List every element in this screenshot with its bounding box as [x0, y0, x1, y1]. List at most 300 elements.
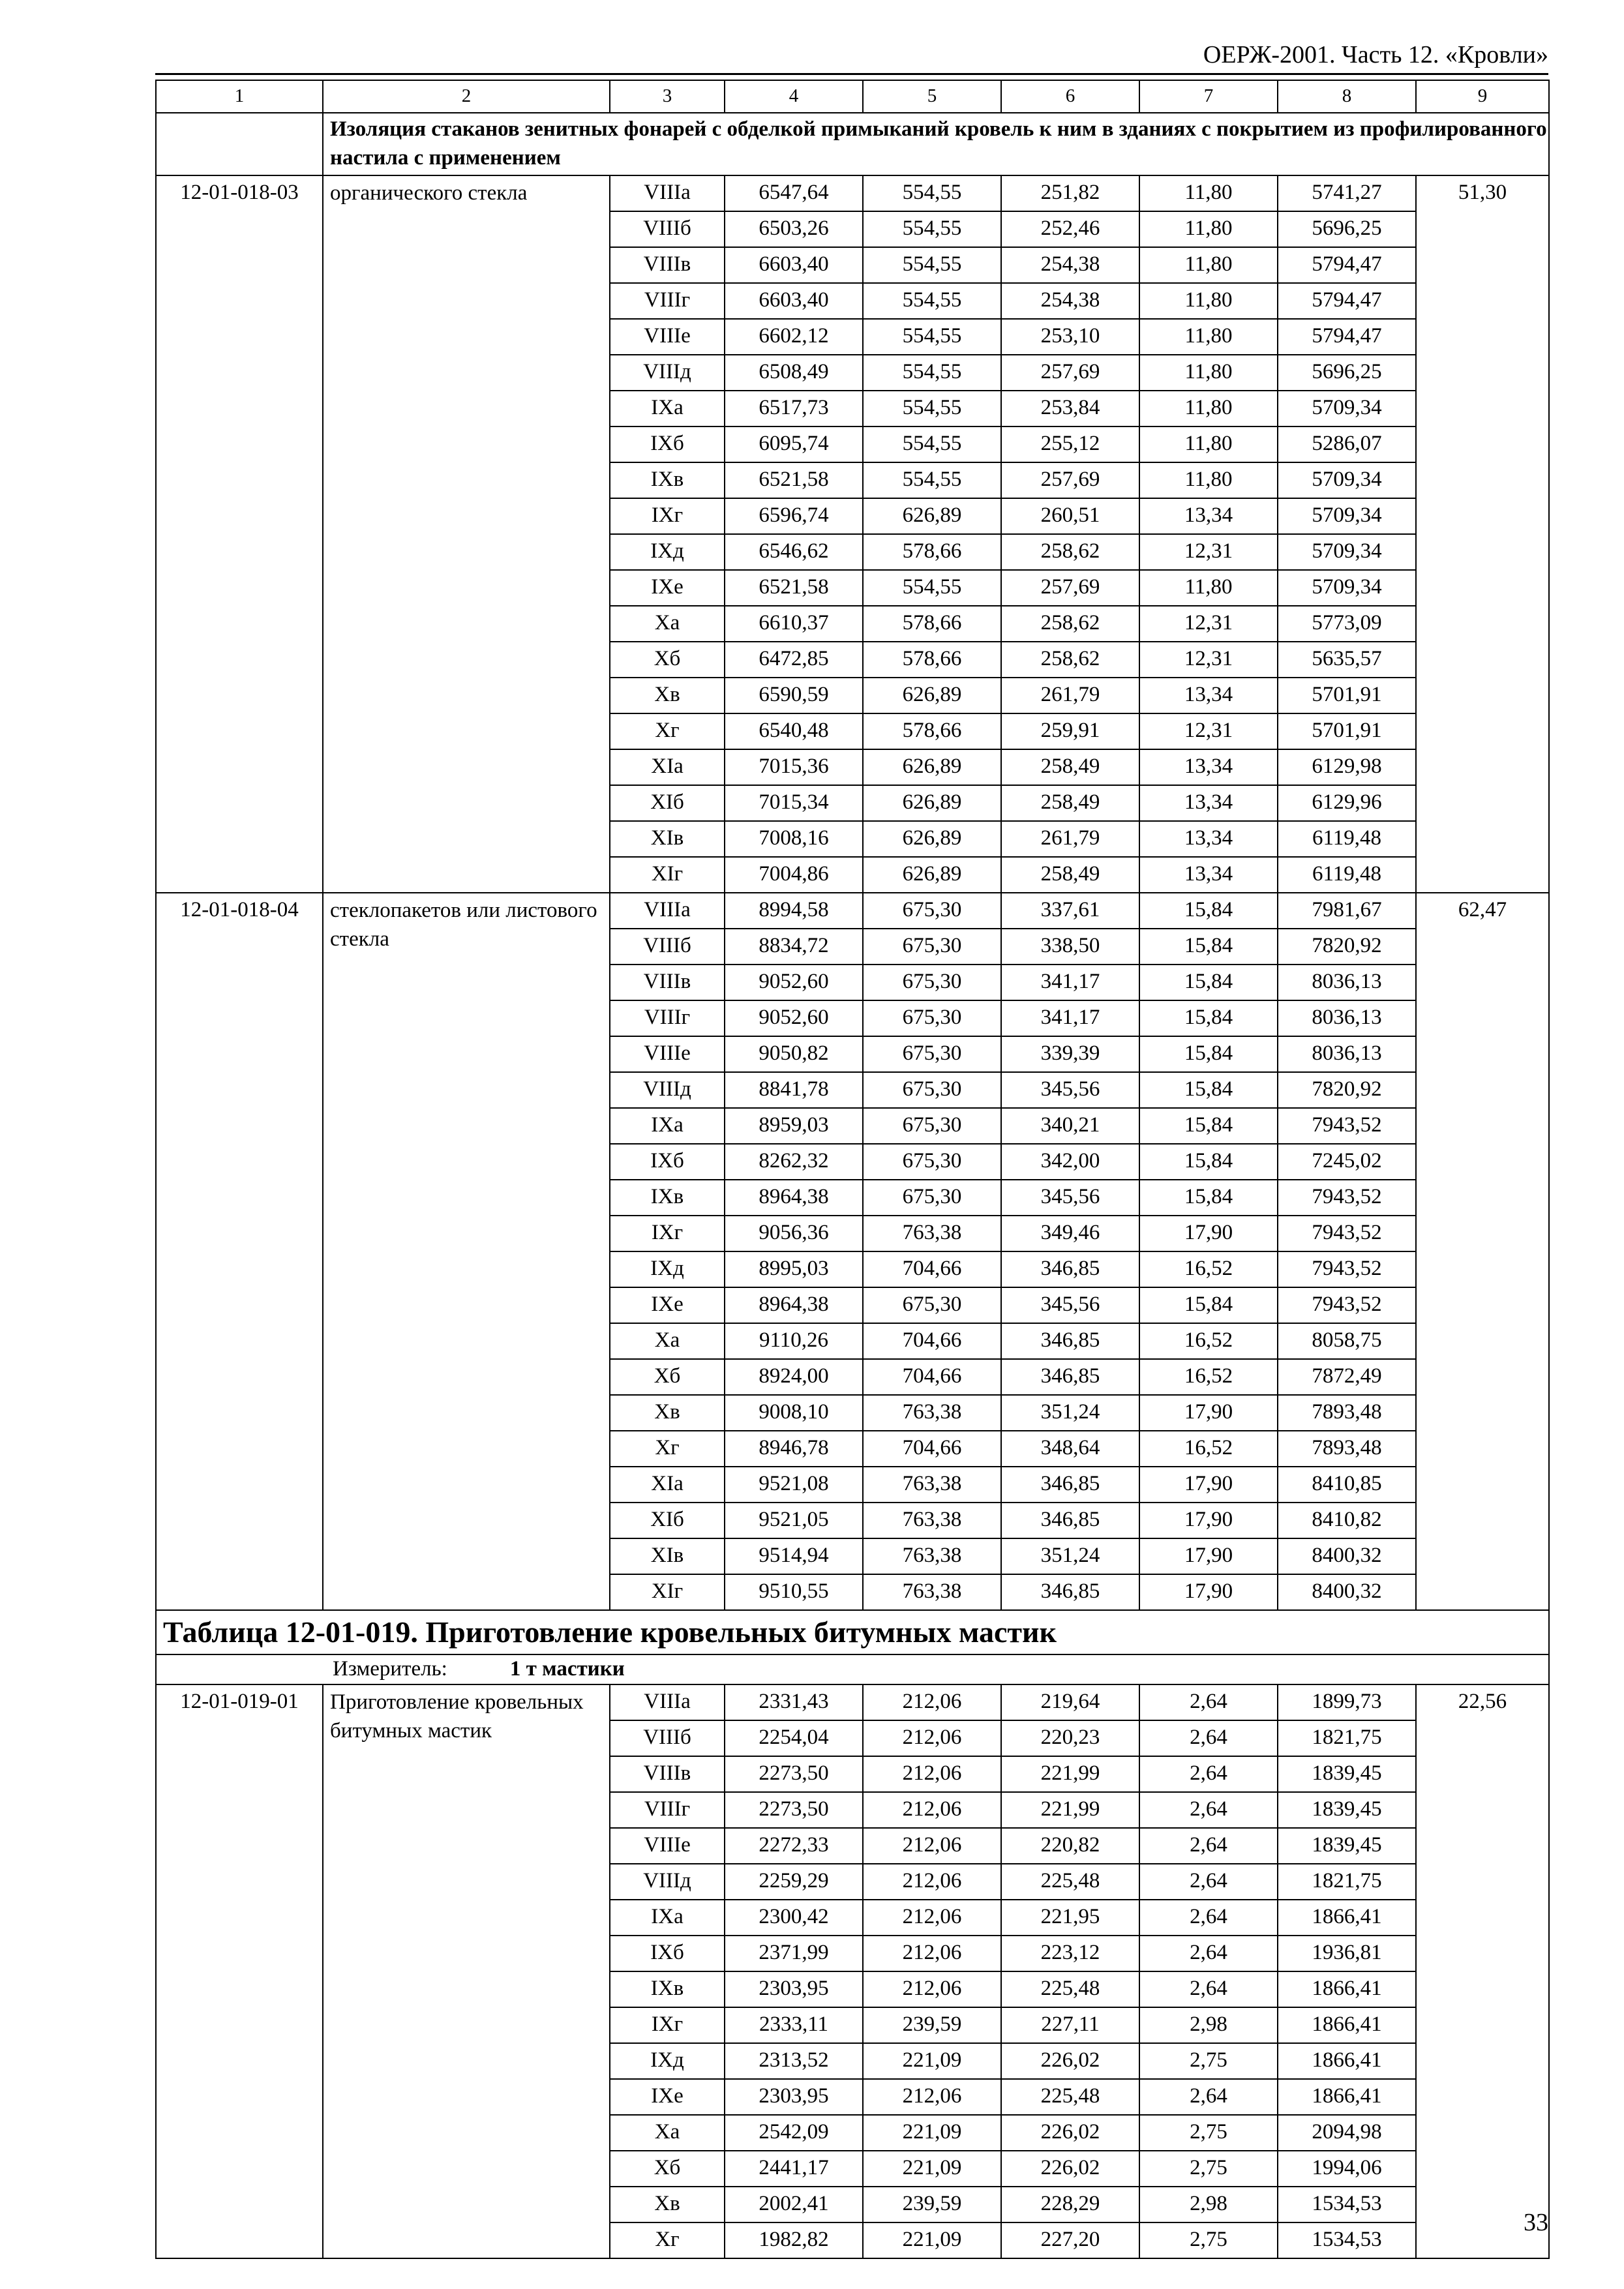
zone-cell: VIIIг — [610, 283, 725, 319]
value-cell: 6540,48 — [725, 713, 863, 749]
column-number: 9 — [1416, 80, 1549, 113]
value-cell: 2273,50 — [725, 1792, 863, 1828]
value-cell: 15,84 — [1139, 1287, 1278, 1323]
value-cell: 5635,57 — [1278, 642, 1416, 678]
value-cell: 342,00 — [1001, 1144, 1139, 1180]
rates-table — [155, 80, 1550, 2259]
work-name: органического стекла — [323, 175, 610, 893]
value-cell: 6602,12 — [725, 319, 863, 355]
zone-cell: Xб — [610, 642, 725, 678]
value-cell: 1866,41 — [1278, 1971, 1416, 2007]
value-cell: 15,84 — [1139, 929, 1278, 965]
value-cell: 13,34 — [1139, 749, 1278, 785]
column-number: 1 — [156, 80, 323, 113]
zone-cell: IXд — [610, 534, 725, 570]
zone-cell: IXг — [610, 2007, 725, 2043]
value-cell: 7943,52 — [1278, 1180, 1416, 1216]
value-cell: 5696,25 — [1278, 211, 1416, 247]
value-cell: 6521,58 — [725, 570, 863, 606]
value-cell: 341,17 — [1001, 965, 1139, 1000]
value-cell: 7004,86 — [725, 857, 863, 893]
value-cell: 8994,58 — [725, 893, 863, 929]
zone-cell: IXб — [610, 1936, 725, 1971]
value-cell: 8964,38 — [725, 1287, 863, 1323]
value-cell: 255,12 — [1001, 426, 1139, 462]
value-cell: 554,55 — [863, 355, 1001, 391]
value-cell: 17,90 — [1139, 1467, 1278, 1503]
table-title-row — [156, 1610, 1549, 1654]
value-cell: 7893,48 — [1278, 1431, 1416, 1467]
value-cell: 1866,41 — [1278, 2079, 1416, 2115]
value-cell: 6129,96 — [1278, 785, 1416, 821]
value-cell: 763,38 — [863, 1216, 1001, 1251]
value-cell: 212,06 — [863, 1792, 1001, 1828]
column-number: 4 — [725, 80, 863, 113]
zone-cell: VIIIг — [610, 1000, 725, 1036]
value-cell: 2,98 — [1139, 2007, 1278, 2043]
value-cell: 17,90 — [1139, 1395, 1278, 1431]
value-cell: 258,49 — [1001, 857, 1139, 893]
value-cell: 252,46 — [1001, 211, 1139, 247]
value-cell: 15,84 — [1139, 1180, 1278, 1216]
rate-code: 12-01-018-04 — [156, 893, 323, 1610]
value-cell: 221,95 — [1001, 1900, 1139, 1936]
work-name: Приготовление кровельных битумных мастик — [323, 1684, 610, 2258]
value-cell: 8400,32 — [1278, 1574, 1416, 1610]
value-cell: 212,06 — [863, 1971, 1001, 2007]
value-cell: 1839,45 — [1278, 1792, 1416, 1828]
value-cell: 254,38 — [1001, 247, 1139, 283]
value-cell: 1866,41 — [1278, 2043, 1416, 2079]
value-cell: 2,75 — [1139, 2115, 1278, 2151]
value-cell: 1839,45 — [1278, 1756, 1416, 1792]
value-cell: 258,62 — [1001, 534, 1139, 570]
zone-cell: IXв — [610, 1971, 725, 2007]
value-cell: 220,23 — [1001, 1720, 1139, 1756]
value-cell: 5709,34 — [1278, 462, 1416, 498]
value-cell: 6610,37 — [725, 606, 863, 642]
value-cell: 16,52 — [1139, 1431, 1278, 1467]
value-cell: 626,89 — [863, 678, 1001, 713]
value-cell: 212,06 — [863, 1828, 1001, 1864]
value-cell: 15,84 — [1139, 965, 1278, 1000]
value-cell: 554,55 — [863, 462, 1001, 498]
value-cell: 261,79 — [1001, 678, 1139, 713]
value-cell: 8841,78 — [725, 1072, 863, 1108]
value-cell: 212,06 — [863, 1900, 1001, 1936]
value-cell: 5696,25 — [1278, 355, 1416, 391]
value-cell: 251,82 — [1001, 175, 1139, 211]
value-cell: 1821,75 — [1278, 1720, 1416, 1756]
value-cell: 346,85 — [1001, 1359, 1139, 1395]
value-cell: 5709,34 — [1278, 534, 1416, 570]
zone-cell: Xб — [610, 2151, 725, 2187]
value-cell: 258,49 — [1001, 785, 1139, 821]
value-cell: 7943,52 — [1278, 1216, 1416, 1251]
value-cell: 11,80 — [1139, 426, 1278, 462]
value-cell: 225,48 — [1001, 1971, 1139, 2007]
value-cell: 9510,55 — [725, 1574, 863, 1610]
value-cell: 8964,38 — [725, 1180, 863, 1216]
value-cell: 17,90 — [1139, 1216, 1278, 1251]
value-cell: 2254,04 — [725, 1720, 863, 1756]
value-cell: 6596,74 — [725, 498, 863, 534]
value-cell: 6603,40 — [725, 283, 863, 319]
value-cell: 7893,48 — [1278, 1395, 1416, 1431]
value-cell: 8924,00 — [725, 1359, 863, 1395]
value-cell: 259,91 — [1001, 713, 1139, 749]
value-cell: 2,64 — [1139, 1684, 1278, 1720]
value-cell: 227,20 — [1001, 2222, 1139, 2258]
labor-cost: 22,56 — [1416, 1684, 1549, 2258]
value-cell: 16,52 — [1139, 1323, 1278, 1359]
table-row — [156, 175, 1549, 211]
value-cell: 2,64 — [1139, 1756, 1278, 1792]
value-cell: 15,84 — [1139, 1000, 1278, 1036]
value-cell: 7820,92 — [1278, 1072, 1416, 1108]
value-cell: 257,69 — [1001, 355, 1139, 391]
value-cell: 9050,82 — [725, 1036, 863, 1072]
value-cell: 554,55 — [863, 283, 1001, 319]
zone-cell: IXа — [610, 1900, 725, 1936]
header-rule — [155, 73, 1548, 75]
value-cell: 260,51 — [1001, 498, 1139, 534]
value-cell: 2,75 — [1139, 2222, 1278, 2258]
measure-value: 1 т мастики — [509, 1657, 625, 1681]
value-cell: 2,75 — [1139, 2043, 1278, 2079]
value-cell: 8834,72 — [725, 929, 863, 965]
value-cell: 8995,03 — [725, 1251, 863, 1287]
section-title-row — [156, 113, 1549, 175]
value-cell: 7981,67 — [1278, 893, 1416, 929]
value-cell: 8262,32 — [725, 1144, 863, 1180]
value-cell: 675,30 — [863, 1000, 1001, 1036]
value-cell: 1534,53 — [1278, 2187, 1416, 2222]
zone-cell: XIв — [610, 821, 725, 857]
value-cell: 2,98 — [1139, 2187, 1278, 2222]
value-cell: 2094,98 — [1278, 2115, 1416, 2151]
zone-cell: XIа — [610, 749, 725, 785]
value-cell: 763,38 — [863, 1395, 1001, 1431]
value-cell: 2273,50 — [725, 1756, 863, 1792]
column-number: 5 — [863, 80, 1001, 113]
value-cell: 9008,10 — [725, 1395, 863, 1431]
value-cell: 346,85 — [1001, 1323, 1139, 1359]
zone-cell: VIIIе — [610, 1036, 725, 1072]
column-number: 3 — [610, 80, 725, 113]
measure-label: Измеритель: — [333, 1657, 447, 1681]
column-number: 8 — [1278, 80, 1416, 113]
value-cell: 6503,26 — [725, 211, 863, 247]
value-cell: 212,06 — [863, 2079, 1001, 2115]
value-cell: 349,46 — [1001, 1216, 1139, 1251]
value-cell: 11,80 — [1139, 462, 1278, 498]
value-cell: 7943,52 — [1278, 1251, 1416, 1287]
value-cell: 626,89 — [863, 498, 1001, 534]
value-cell: 6547,64 — [725, 175, 863, 211]
value-cell: 675,30 — [863, 1287, 1001, 1323]
value-cell: 7015,34 — [725, 785, 863, 821]
value-cell: 1821,75 — [1278, 1864, 1416, 1900]
zone-cell: VIIIв — [610, 965, 725, 1000]
value-cell: 212,06 — [863, 1864, 1001, 1900]
zone-cell: IXа — [610, 1108, 725, 1144]
value-cell: 578,66 — [863, 606, 1001, 642]
value-cell: 253,10 — [1001, 319, 1139, 355]
value-cell: 626,89 — [863, 785, 1001, 821]
value-cell: 6095,74 — [725, 426, 863, 462]
table-row — [156, 1684, 1549, 1720]
value-cell: 226,02 — [1001, 2151, 1139, 2187]
value-cell: 8410,82 — [1278, 1503, 1416, 1538]
zone-cell: VIIIг — [610, 1792, 725, 1828]
value-cell: 6119,48 — [1278, 857, 1416, 893]
zone-cell: VIIIб — [610, 929, 725, 965]
value-cell: 5709,34 — [1278, 498, 1416, 534]
value-cell: 212,06 — [863, 1936, 1001, 1971]
value-cell: 9056,36 — [725, 1216, 863, 1251]
value-cell: 221,09 — [863, 2151, 1001, 2187]
zone-cell: IXв — [610, 462, 725, 498]
column-number: 2 — [323, 80, 610, 113]
value-cell: 6119,48 — [1278, 821, 1416, 857]
value-cell: 5701,91 — [1278, 678, 1416, 713]
value-cell: 2,64 — [1139, 1971, 1278, 2007]
zone-cell: XIв — [610, 1538, 725, 1574]
value-cell: 9052,60 — [725, 1000, 863, 1036]
value-cell: 578,66 — [863, 642, 1001, 678]
work-name: стеклопакетов или листового стекла — [323, 893, 610, 1610]
value-cell: 11,80 — [1139, 391, 1278, 426]
value-cell: 7015,36 — [725, 749, 863, 785]
value-cell: 8410,85 — [1278, 1467, 1416, 1503]
value-cell: 1866,41 — [1278, 1900, 1416, 1936]
measure-row — [156, 1654, 1549, 1684]
value-cell: 9514,94 — [725, 1538, 863, 1574]
value-cell: 15,84 — [1139, 1036, 1278, 1072]
zone-cell: Xг — [610, 1431, 725, 1467]
value-cell: 7943,52 — [1278, 1287, 1416, 1323]
value-cell: 554,55 — [863, 247, 1001, 283]
value-cell: 1866,41 — [1278, 2007, 1416, 2043]
zone-cell: VIIIе — [610, 1828, 725, 1864]
table-row — [156, 893, 1549, 929]
value-cell: 1534,53 — [1278, 2222, 1416, 2258]
value-cell: 346,85 — [1001, 1574, 1139, 1610]
value-cell: 8036,13 — [1278, 1036, 1416, 1072]
zone-cell: Xг — [610, 713, 725, 749]
value-cell: 675,30 — [863, 965, 1001, 1000]
zone-cell: IXб — [610, 1144, 725, 1180]
value-cell: 578,66 — [863, 534, 1001, 570]
value-cell: 221,99 — [1001, 1756, 1139, 1792]
value-cell: 7943,52 — [1278, 1108, 1416, 1144]
value-cell: 2303,95 — [725, 1971, 863, 2007]
value-cell: 351,24 — [1001, 1395, 1139, 1431]
value-cell: 763,38 — [863, 1574, 1001, 1610]
value-cell: 626,89 — [863, 857, 1001, 893]
value-cell: 1899,73 — [1278, 1684, 1416, 1720]
section-title: Изоляция стаканов зенитных фонарей с обделкой примыканий кровель к ним в зданиях с покрытием из профилированного настила с применением — [323, 113, 1549, 175]
value-cell: 675,30 — [863, 1072, 1001, 1108]
value-cell: 763,38 — [863, 1503, 1001, 1538]
value-cell: 554,55 — [863, 570, 1001, 606]
zone-cell: VIIIд — [610, 1864, 725, 1900]
value-cell: 15,84 — [1139, 1144, 1278, 1180]
value-cell: 1936,81 — [1278, 1936, 1416, 1971]
value-cell: 219,64 — [1001, 1684, 1139, 1720]
value-cell: 13,34 — [1139, 498, 1278, 534]
value-cell: 11,80 — [1139, 355, 1278, 391]
value-cell: 257,69 — [1001, 462, 1139, 498]
value-cell: 2,64 — [1139, 1936, 1278, 1971]
zone-cell: IXа — [610, 391, 725, 426]
value-cell: 5286,07 — [1278, 426, 1416, 462]
zone-cell: IXд — [610, 1251, 725, 1287]
zone-cell: VIIIб — [610, 211, 725, 247]
zone-cell: VIIIа — [610, 1684, 725, 1720]
value-cell: 340,21 — [1001, 1108, 1139, 1144]
value-cell: 17,90 — [1139, 1503, 1278, 1538]
value-cell: 17,90 — [1139, 1574, 1278, 1610]
value-cell: 2,64 — [1139, 1792, 1278, 1828]
value-cell: 2,75 — [1139, 2151, 1278, 2187]
value-cell: 1994,06 — [1278, 2151, 1416, 2187]
value-cell: 2300,42 — [725, 1900, 863, 1936]
value-cell: 2313,52 — [725, 2043, 863, 2079]
value-cell: 554,55 — [863, 211, 1001, 247]
zone-cell: IXг — [610, 498, 725, 534]
zone-cell: Xа — [610, 2115, 725, 2151]
zone-cell: XIа — [610, 1467, 725, 1503]
value-cell: 239,59 — [863, 2007, 1001, 2043]
value-cell: 2,64 — [1139, 2079, 1278, 2115]
value-cell: 221,09 — [863, 2043, 1001, 2079]
value-cell: 261,79 — [1001, 821, 1139, 857]
zone-cell: VIIIв — [610, 247, 725, 283]
value-cell: 227,11 — [1001, 2007, 1139, 2043]
value-cell: 345,56 — [1001, 1072, 1139, 1108]
zone-cell: IXе — [610, 1287, 725, 1323]
zone-cell: VIIIб — [610, 1720, 725, 1756]
value-cell: 257,69 — [1001, 570, 1139, 606]
value-cell: 15,84 — [1139, 1108, 1278, 1144]
value-cell: 5709,34 — [1278, 391, 1416, 426]
value-cell: 212,06 — [863, 1756, 1001, 1792]
value-cell: 339,39 — [1001, 1036, 1139, 1072]
value-cell: 2,64 — [1139, 1720, 1278, 1756]
value-cell: 626,89 — [863, 749, 1001, 785]
value-cell: 346,85 — [1001, 1251, 1139, 1287]
value-cell: 704,66 — [863, 1359, 1001, 1395]
value-cell: 6508,49 — [725, 355, 863, 391]
value-cell: 13,34 — [1139, 785, 1278, 821]
value-cell: 675,30 — [863, 1180, 1001, 1216]
value-cell: 1839,45 — [1278, 1828, 1416, 1864]
value-cell: 6472,85 — [725, 642, 863, 678]
value-cell: 704,66 — [863, 1251, 1001, 1287]
value-cell: 2371,99 — [725, 1936, 863, 1971]
zone-cell: IXе — [610, 570, 725, 606]
zone-cell: IXб — [610, 426, 725, 462]
value-cell: 554,55 — [863, 426, 1001, 462]
value-cell: 221,99 — [1001, 1792, 1139, 1828]
value-cell: 16,52 — [1139, 1251, 1278, 1287]
zone-cell: Xб — [610, 1359, 725, 1395]
zone-cell: Xа — [610, 606, 725, 642]
zone-cell: Xв — [610, 678, 725, 713]
zone-cell: XIб — [610, 785, 725, 821]
zone-cell: XIг — [610, 1574, 725, 1610]
value-cell: 2333,11 — [725, 2007, 863, 2043]
value-cell: 228,29 — [1001, 2187, 1139, 2222]
zone-cell: IXг — [610, 1216, 725, 1251]
value-cell: 8400,32 — [1278, 1538, 1416, 1574]
value-cell: 2,64 — [1139, 1828, 1278, 1864]
value-cell: 212,06 — [863, 1720, 1001, 1756]
value-cell: 225,48 — [1001, 1864, 1139, 1900]
value-cell: 11,80 — [1139, 247, 1278, 283]
value-cell: 13,34 — [1139, 857, 1278, 893]
value-cell: 15,84 — [1139, 893, 1278, 929]
value-cell: 253,84 — [1001, 391, 1139, 426]
value-cell: 9521,08 — [725, 1467, 863, 1503]
value-cell: 239,59 — [863, 2187, 1001, 2222]
value-cell: 675,30 — [863, 1144, 1001, 1180]
value-cell: 704,66 — [863, 1431, 1001, 1467]
value-cell: 226,02 — [1001, 2043, 1139, 2079]
value-cell: 6603,40 — [725, 247, 863, 283]
value-cell: 346,85 — [1001, 1467, 1139, 1503]
value-cell: 15,84 — [1139, 1072, 1278, 1108]
value-cell: 8959,03 — [725, 1108, 863, 1144]
value-cell: 5741,27 — [1278, 175, 1416, 211]
value-cell: 6521,58 — [725, 462, 863, 498]
measure-cell — [156, 1654, 1549, 1684]
value-cell: 225,48 — [1001, 2079, 1139, 2115]
value-cell: 554,55 — [863, 175, 1001, 211]
value-cell: 8036,13 — [1278, 1000, 1416, 1036]
value-cell: 2002,41 — [725, 2187, 863, 2222]
value-cell: 2,64 — [1139, 1864, 1278, 1900]
value-cell: 223,12 — [1001, 1936, 1139, 1971]
value-cell: 221,09 — [863, 2115, 1001, 2151]
value-cell: 338,50 — [1001, 929, 1139, 965]
zone-cell: XIг — [610, 857, 725, 893]
value-cell: 345,56 — [1001, 1180, 1139, 1216]
value-cell: 9110,26 — [725, 1323, 863, 1359]
value-cell: 12,31 — [1139, 534, 1278, 570]
labor-cost: 51,30 — [1416, 175, 1549, 893]
value-cell: 2,64 — [1139, 1900, 1278, 1936]
rate-code: 12-01-019-01 — [156, 1684, 323, 2258]
value-cell: 7872,49 — [1278, 1359, 1416, 1395]
value-cell: 7008,16 — [725, 821, 863, 857]
rate-code: 12-01-018-03 — [156, 175, 323, 893]
value-cell: 348,64 — [1001, 1431, 1139, 1467]
value-cell: 6590,59 — [725, 678, 863, 713]
page-header-title: ОЕРЖ-2001. Часть 12. «Кровли» — [1203, 41, 1548, 68]
zone-cell: VIIIа — [610, 175, 725, 211]
value-cell: 578,66 — [863, 713, 1001, 749]
value-cell: 13,34 — [1139, 821, 1278, 857]
value-cell: 5701,91 — [1278, 713, 1416, 749]
zone-cell: Xг — [610, 2222, 725, 2258]
value-cell: 6546,62 — [725, 534, 863, 570]
value-cell: 11,80 — [1139, 175, 1278, 211]
value-cell: 9521,05 — [725, 1503, 863, 1538]
value-cell: 346,85 — [1001, 1503, 1139, 1538]
